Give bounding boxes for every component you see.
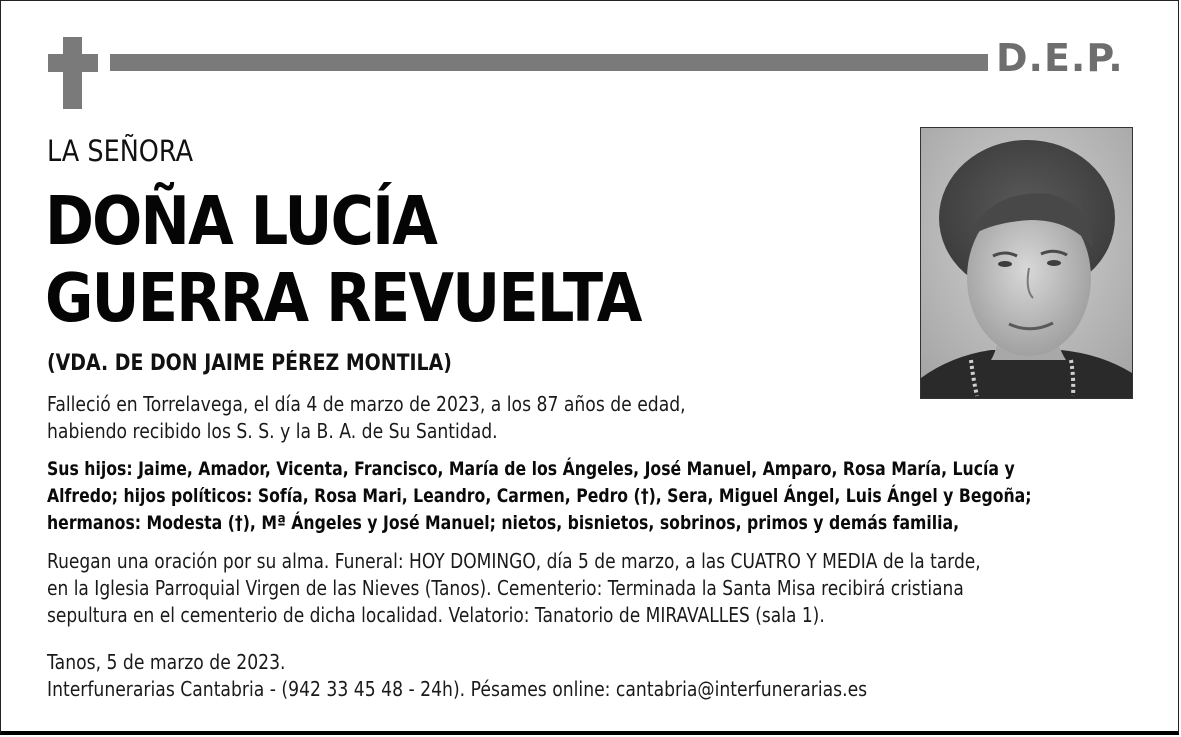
family-line: Sus hijos: Jaime, Amador, Vicenta, Francisco, María de los Ángeles, José Manuel, Amparo, Rosa María, Lucía y [47, 458, 1015, 480]
name-line-1: DOÑA LUCÍA [45, 182, 437, 260]
family-line: Alfredo; hijos políticos: Sofía, Rosa Mari, Leandro, Carmen, Pedro (†), Sera, Miguel Ángel, Luis Ángel y Begoña; [47, 485, 1032, 507]
cross-icon [63, 37, 82, 109]
header-rule [110, 54, 988, 71]
portrait-image [921, 128, 1132, 398]
footer-contact: Interfunerarias Cantabria - (942 33 45 48 - 24h). Pésames online: cantabria@interfunerarias.es [47, 677, 868, 701]
footer [47, 649, 867, 703]
family-paragraph [47, 456, 1032, 537]
death-line: habiendo recibido los S. S. y la B. A. de Su Santidad. [47, 419, 498, 443]
funeral-line: Ruegan una oración por su alma. Funeral: HOY DOMINGO, día 5 de marzo, a las CUATRO Y MEDIA de la tarde, [47, 549, 981, 573]
deceased-name [45, 183, 641, 337]
funeral-paragraph [47, 548, 981, 629]
funeral-line: en la Iglesia Parroquial Virgen de las Nieves (Tanos). Cementerio: Terminada la Santa Misa recibirá cristiana [47, 576, 964, 600]
family-line: hermanos: Modesta (†), Mª Ángeles y José Manuel; nietos, bisnietos, sobrinos, primos y demás familia, [47, 512, 960, 534]
widow-of: (VDA. DE DON JAIME PÉREZ MONTILA) [47, 351, 452, 376]
cross-icon-bar [48, 54, 98, 72]
honorific: LA SEÑORA [47, 134, 194, 168]
funeral-line: sepultura en el cementerio de dicha localidad. Velatorio: Tanatorio de MIRAVALLES (sala 1). [47, 603, 825, 627]
death-paragraph [47, 391, 686, 445]
name-line-2: GUERRA REVUELTA [45, 259, 641, 337]
dep-heading: D.E.P. [996, 36, 1124, 80]
portrait-photo [920, 127, 1133, 399]
death-line: Falleció en Torrelavega, el día 4 de marzo de 2023, a los 87 años de edad, [47, 392, 686, 416]
footer-date: Tanos, 5 de marzo de 2023. [47, 650, 286, 674]
